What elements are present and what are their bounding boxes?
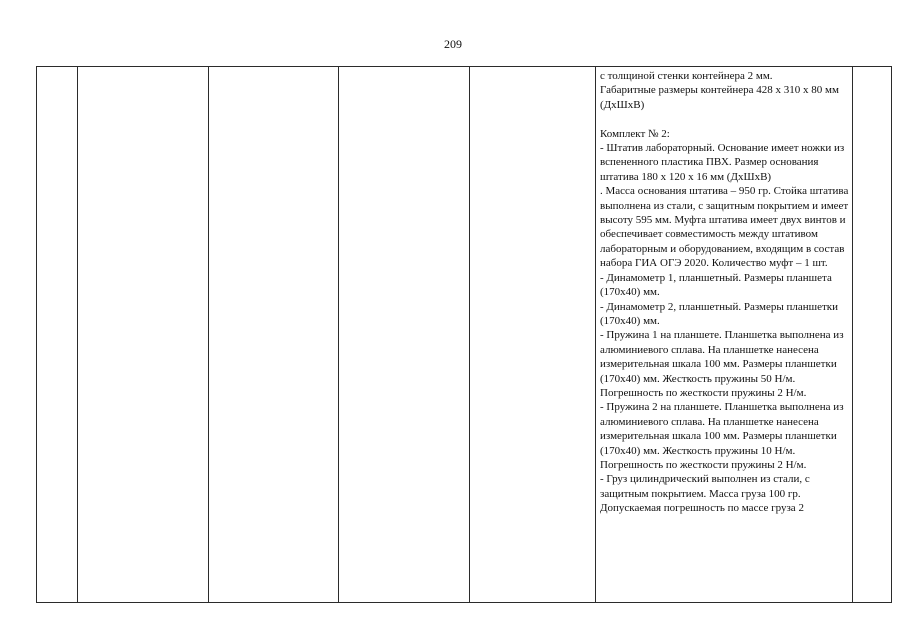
table-cell-col2: [78, 67, 209, 603]
page-number: 209: [444, 37, 462, 51]
specification-table: [36, 66, 892, 603]
table-cell-description: [596, 67, 853, 603]
table-cell-col3: [209, 67, 339, 603]
table-cell-col7: [853, 67, 892, 603]
table-row: [37, 67, 892, 603]
equipment-description-text: с толщиной стенки контейнера 2 мм. Габаритные размеры контейнера 428 х 310 х 80 мм (ДхШхВ) Комплект № 2: - Штатив лабораторный. Основание имеет ножки из вспененного пластика ПВХ. Размер основания штатива 180 х 120 х 16 мм (ДхШхВ) . Масса основания штатива – 950 гр. Стойка штатива выполнена из стали, с защитным покрытием и имеет высоту 595 мм. Муфта штатива имеет двух винтов и обеспечивает совместимость между штативом лабораторным и оборудованием, входящим в состав набора ГИА ОГЭ 2020. Количество муфт – 1 шт. - Динамометр 1, планшетный. Размеры планшета (170х40) мм. - Динамометр 2, планшетный. Размеры планшетки (170х40) мм. - Пружина 1 на планшете. Планшетка выполнена из алюминиевого сплава. На планшетке нанесена измерительная шкала 100 мм. Размеры планшетки (170х40) мм. Жесткость пружины 50 Н/м. Погрешность по жесткости пружины 2 Н/м. - Пружина 2 на планшете. Планшетка выполнена из алюминиевого сплава. На планшетке нанесена измерительная шкала 100 мм. Размеры планшетки (170х40) мм. Жесткость пружины 10 Н/м. Погрешность по жесткости пружины 2 Н/м. - Груз цилиндрический выполнен из стали, с защитным покрытием. Масса груза 100 гр. Допускаемая погрешность по массе груза 2: [600, 70, 849, 515]
table-cell-col1: [37, 67, 78, 603]
table-cell-col5: [470, 67, 596, 603]
table-cell-col4: [339, 67, 470, 603]
